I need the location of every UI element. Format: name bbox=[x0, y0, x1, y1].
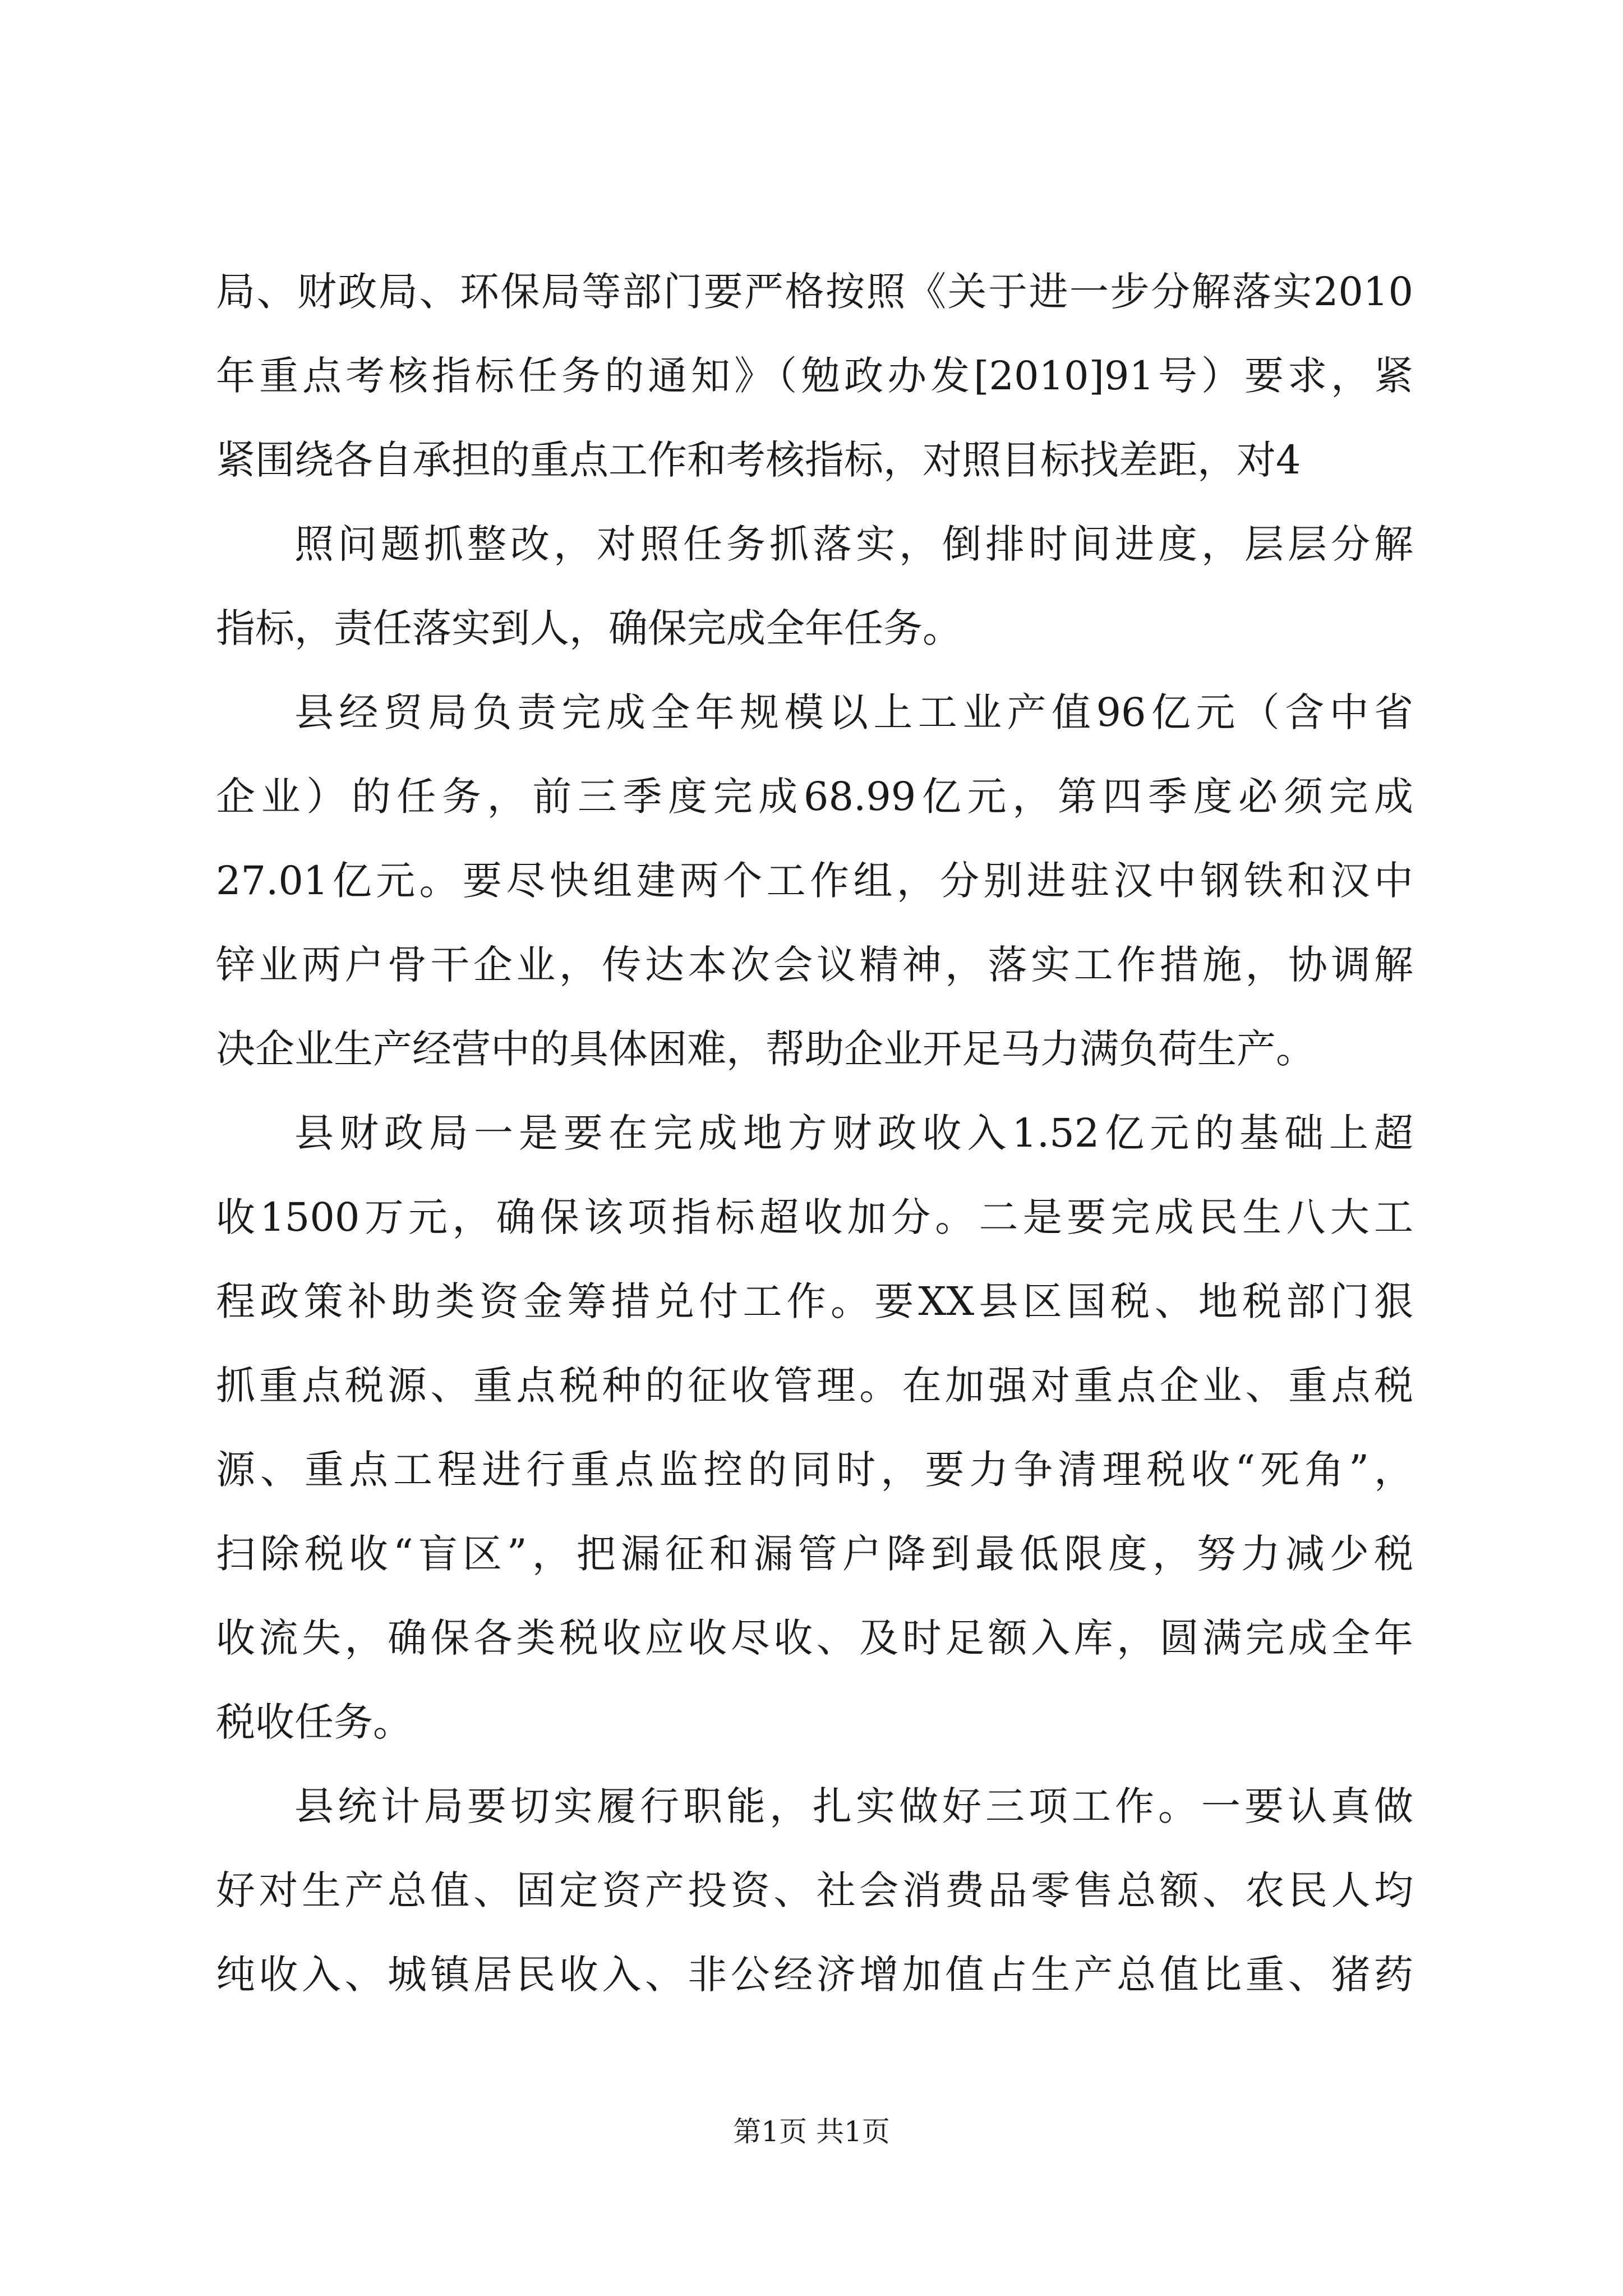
text-line-5: 指标，责任落实到人，确保完成全年任务。 bbox=[216, 605, 962, 651]
text-line-4: 照问题抓整改，对照任务抓落实，倒排时间进度，层层分解 bbox=[294, 521, 1413, 567]
text-line-21: 纯收入、城镇居民收入、非公经济增加值占生产总值比重、猪药 bbox=[216, 1952, 1413, 1998]
text-line-19: 县统计局要切实履行职能，扎实做好三项工作。一要认真做 bbox=[294, 1783, 1413, 1829]
text-line-11: 县财政局一是要在完成地方财政收入1.52亿元的基础上超 bbox=[294, 1110, 1413, 1156]
text-line-17: 收流失，确保各类税收应收尽收、及时足额入库，圆满完成全年 bbox=[216, 1615, 1413, 1661]
text-line-15: 源、重点工程进行重点监控的同时，要力争清理税收“死角”， bbox=[216, 1447, 1413, 1493]
text-line-2: 年重点考核指标任务的通知》（勉政办发[2010]91号）要求，紧 bbox=[216, 353, 1413, 399]
page-footer: 第1页 共1页 bbox=[733, 2115, 890, 2148]
text-line-14: 抓重点税源、重点税种的征收管理。在加强对重点企业、重点税 bbox=[216, 1363, 1413, 1409]
text-line-20: 好对生产总值、固定资产投资、社会消费品零售总额、农民人均 bbox=[216, 1867, 1413, 1913]
document-body bbox=[216, 266, 1413, 2033]
text-line-6: 县经贸局负责完成全年规模以上工业产值96亿元（含中省 bbox=[294, 689, 1413, 735]
text-line-13: 程政策补助类资金筹措兑付工作。要XX县区国税、地税部门狠 bbox=[216, 1278, 1413, 1324]
text-line-12: 收1500万元，确保该项指标超收加分。二是要完成民生八大工 bbox=[216, 1194, 1413, 1240]
text-line-9: 锌业两户骨干企业，传达本次会议精神，落实工作措施，协调解 bbox=[216, 942, 1413, 988]
text-line-3: 紧围绕各自承担的重点工作和考核指标，对照目标找差距，对4 bbox=[216, 437, 1301, 483]
text-line-10: 决企业生产经营中的具体困难，帮助企业开足马力满负荷生产。 bbox=[216, 1026, 1315, 1072]
text-line-18: 税收任务。 bbox=[216, 1699, 412, 1745]
text-line-7: 企业）的任务，前三季度完成68.99亿元，第四季度必须完成 bbox=[216, 774, 1413, 820]
text-line-1: 局、财政局、环保局等部门要严格按照《关于进一步分解落实2010 bbox=[216, 269, 1413, 315]
text-line-8: 27.01亿元。要尽快组建两个工作组，分别进驻汉中钢铁和汉中 bbox=[216, 858, 1413, 904]
text-line-16: 扫除税收“盲区”，把漏征和漏管户降到最低限度，努力减少税 bbox=[216, 1531, 1413, 1577]
